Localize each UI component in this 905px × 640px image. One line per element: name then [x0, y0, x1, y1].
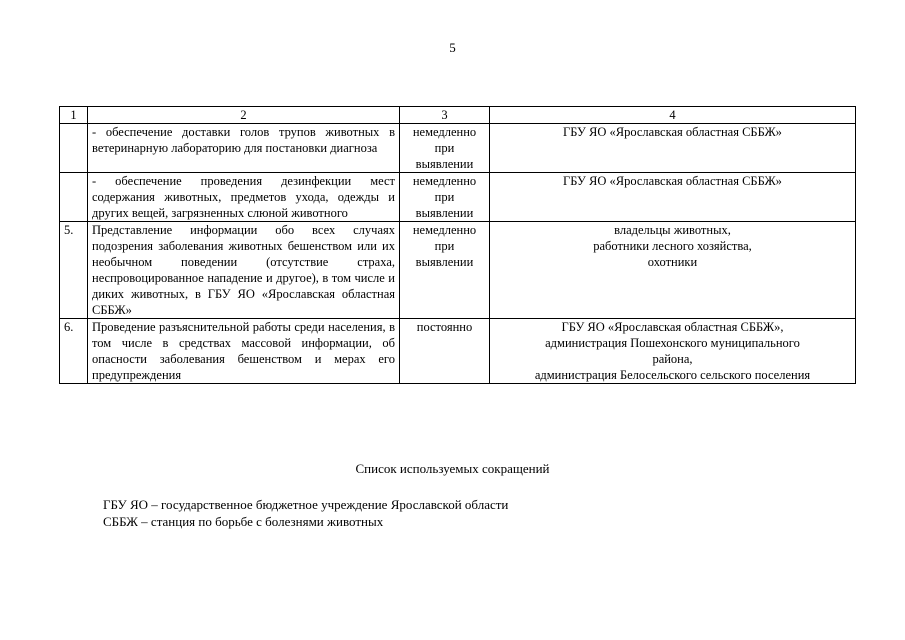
- header-col-2: 2: [88, 107, 400, 124]
- row-number: 5.: [60, 222, 88, 319]
- row-number: 6.: [60, 319, 88, 384]
- header-col-3: 3: [400, 107, 490, 124]
- measure-responsible: ГБУ ЯО «Ярославская областная СББЖ»: [490, 173, 856, 222]
- measure-description: Представление информации обо всех случаях подозрения заболевания животных бешенством или их необычном поведении (отсутствие страха, неспровоцированное нападение и другое), в том числе и диких животных, в ГБУ ЯО «Ярославская областная СББЖ»: [88, 222, 400, 319]
- table-row: [60, 222, 856, 319]
- measure-description: Проведение разъяснительной работы среди населения, в том числе в средствах массовой информации, об опасности заболевания бешенством и мерах его предупреждения: [88, 319, 400, 384]
- row-number: [60, 173, 88, 222]
- header-col-4: 4: [490, 107, 856, 124]
- abbreviation-item: ГБУ ЯО – государственное бюджетное учреждение Ярославской области: [103, 497, 509, 512]
- measure-term: постоянно: [400, 319, 490, 384]
- measure-description: - обеспечение доставки голов трупов животных в ветеринарную лабораторию для постановки диагноза: [88, 124, 400, 173]
- measures-table: [59, 106, 856, 384]
- header-col-1: 1: [60, 107, 88, 124]
- measure-term: немедленно при выявлении: [400, 222, 490, 319]
- abbreviation-item: СББЖ – станция по борьбе с болезнями животных: [103, 514, 384, 529]
- row-number: [60, 124, 88, 173]
- table-row: [60, 319, 856, 384]
- measure-description: - обеспечение проведения дезинфекции мест содержания животных, предметов ухода, одежды и других вещей, загрязненных слюной животного: [88, 173, 400, 222]
- measure-responsible: ГБУ ЯО «Ярославская областная СББЖ», администрация Пошехонского муниципального района, администрация Белосельского сельского поселения: [490, 319, 856, 384]
- measure-term: немедленно при выявлении: [400, 173, 490, 222]
- abbreviations-list: [103, 496, 508, 530]
- table-header-row: [60, 107, 856, 124]
- page-number: 5: [449, 40, 456, 55]
- table-row: [60, 173, 856, 222]
- measure-term: немедленно при выявлении: [400, 124, 490, 173]
- table-row: [60, 124, 856, 173]
- abbreviations-title: Список используемых сокращений: [355, 461, 550, 476]
- measure-responsible: владельцы животных, работники лесного хозяйства, охотники: [490, 222, 856, 319]
- measure-responsible: ГБУ ЯО «Ярославская областная СББЖ»: [490, 124, 856, 173]
